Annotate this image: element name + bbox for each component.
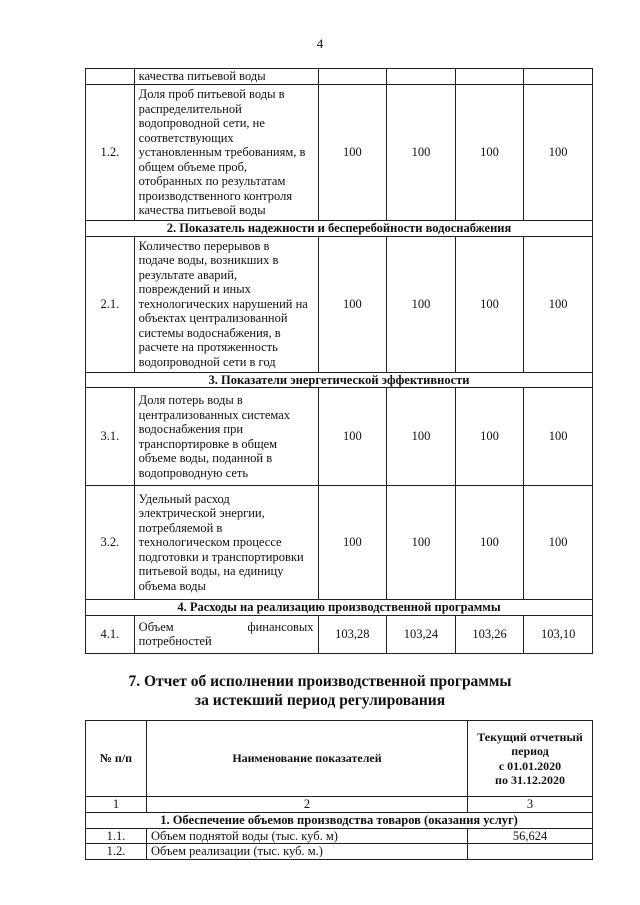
table-row bbox=[86, 828, 593, 844]
value-cell bbox=[468, 844, 593, 860]
table-cell bbox=[524, 69, 593, 85]
table-cell bbox=[86, 69, 135, 85]
section-row bbox=[86, 372, 593, 388]
row-name: Объем поднятой воды (тыс. куб. м) bbox=[147, 828, 468, 844]
row-number: 3.1. bbox=[86, 388, 135, 486]
value-cell: 100 bbox=[318, 85, 387, 221]
table-row bbox=[86, 486, 593, 600]
value-cell: 100 bbox=[455, 85, 524, 221]
value-cell: 100 bbox=[524, 388, 593, 486]
value-cell: 100 bbox=[524, 486, 593, 600]
value-cell: 56,624 bbox=[468, 828, 593, 844]
value-cell: 100 bbox=[318, 388, 387, 486]
table-cell bbox=[455, 69, 524, 85]
row-number: 2.1. bbox=[86, 236, 135, 372]
row-description: Количество перерывов в подаче воды, возникших в результате аварий, повреждений и иных технологических нарушений на объектах централизованной системы водоснабжения, в расчете на протяженность водопроводной сети в год bbox=[134, 236, 318, 372]
table-cell: 1 bbox=[86, 797, 147, 813]
table-row bbox=[86, 388, 593, 486]
value-cell: 100 bbox=[387, 388, 456, 486]
table-row bbox=[86, 615, 593, 653]
row-number: 1.2. bbox=[86, 844, 147, 860]
section-title: 2. Показатель надежности и бесперебойности водоснабжения bbox=[86, 221, 593, 237]
row-description: Доля потерь воды в централизованных системах водоснабжения при транспортировке в общем объеме воды, поданной в водопроводную сеть bbox=[134, 388, 318, 486]
value-cell: 100 bbox=[387, 236, 456, 372]
table-row bbox=[86, 797, 593, 813]
column-header: Наименование показателей bbox=[147, 721, 468, 797]
table-cell bbox=[387, 69, 456, 85]
row-number: 1.2. bbox=[86, 85, 135, 221]
section-row bbox=[86, 600, 593, 616]
value-cell: 100 bbox=[318, 486, 387, 600]
column-header: Текущий отчетный период с 01.01.2020 по 31.12.2020 bbox=[468, 721, 593, 797]
row-number: 4.1. bbox=[86, 615, 135, 653]
value-cell: 100 bbox=[318, 236, 387, 372]
value-cell: 100 bbox=[455, 486, 524, 600]
row-description: Доля проб питьевой воды в распределительной водопроводной сети, не соответствующих установленным требованиям, в общем объеме проб, отобранных по результатам производственного контроля качества питьевой воды bbox=[134, 85, 318, 221]
row-description: Удельный расход электрической энергии, потребляемой в технологическом процессе подготовки и транспортировки питьевой воды, на единицу объема воды bbox=[134, 486, 318, 600]
table-row bbox=[86, 236, 593, 372]
section-row bbox=[86, 221, 593, 237]
row-name: Объем реализации (тыс. куб. м.) bbox=[147, 844, 468, 860]
section-title: 4. Расходы на реализацию производственной программы bbox=[86, 600, 593, 616]
page-number: 4 bbox=[316, 36, 324, 51]
section-heading: 7. Отчет об исполнении производственной программы за истекший период регулирования bbox=[128, 673, 512, 709]
value-cell: 103,10 bbox=[524, 615, 593, 653]
value-cell: 100 bbox=[455, 388, 524, 486]
table-row bbox=[86, 844, 593, 860]
value-cell: 100 bbox=[455, 236, 524, 372]
row-description: Объем финансовых потребностей bbox=[134, 615, 318, 653]
table-cell: качества питьевой воды bbox=[134, 69, 318, 85]
table-header-row bbox=[86, 721, 593, 797]
table-cell: 3 bbox=[468, 797, 593, 813]
value-cell: 100 bbox=[387, 486, 456, 600]
column-header: № п/п bbox=[86, 721, 147, 797]
section-row bbox=[86, 812, 593, 828]
indicators-table bbox=[85, 68, 593, 654]
value-cell: 100 bbox=[524, 85, 593, 221]
section-title: 3. Показатели энергетической эффективности bbox=[86, 372, 593, 388]
value-cell: 103,28 bbox=[318, 615, 387, 653]
value-cell: 100 bbox=[387, 85, 456, 221]
value-cell: 103,26 bbox=[455, 615, 524, 653]
row-number: 1.1. bbox=[86, 828, 147, 844]
report-table bbox=[85, 720, 593, 860]
section-title: 1. Обеспечение объемов производства товаров (оказания услуг) bbox=[86, 812, 593, 828]
table-cell bbox=[318, 69, 387, 85]
row-number: 3.2. bbox=[86, 486, 135, 600]
table-cell: 2 bbox=[147, 797, 468, 813]
table-row bbox=[86, 85, 593, 221]
table-row bbox=[86, 69, 593, 85]
value-cell: 103,24 bbox=[387, 615, 456, 653]
value-cell: 100 bbox=[524, 236, 593, 372]
